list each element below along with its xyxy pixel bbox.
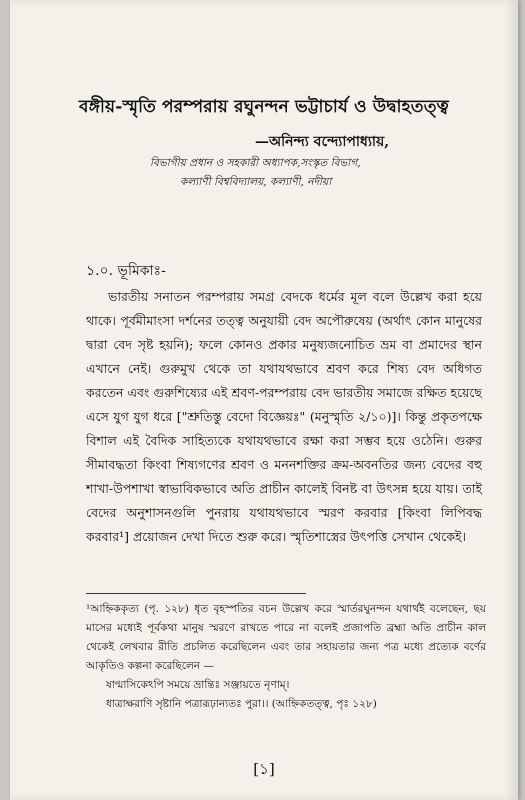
footnotes <box>86 600 486 714</box>
author-name: —অনিন্দ্য বন্দ্যোপাধ্যায়, <box>255 134 390 150</box>
author-affiliation-line-1: বিভাগীয় প্রধান ও সহকারী অধ্যাপক,সংস্কৃত বিভাগ, <box>150 157 361 169</box>
footnote-verse-line-1: ষাণ্মাসিকেঽপি সময়ে ভ্রান্তিঃ সঞ্জায়তে নৃণাম্। <box>106 679 290 691</box>
page-number: [১] <box>253 760 275 778</box>
book-page <box>10 0 518 800</box>
footnote-text: ¹আহ্নিককৃত্য (পৃ. ১২৮) ধৃত বৃহস্পতির বচন উল্লেখ করে স্মার্তরঘুনন্দন যথার্থই বলেছেন, ছয় মাসের মধ্যেই পূর্বকথা মানুষ স্মরণে রাখতে পারে না বলেই প্রজাপতি ব্রহ্মা অতি প্রাচীন কাল থেকেই লেখবার রীতি প্রচলিত করেছিলেন এবং তার সহায়তার জন্য পত্র মধ্যে প্রত্যেক বর্ণের আকৃতিও কল্পনা করেছিলেন — <box>86 603 486 672</box>
section-heading: ১.০. ভূমিকাঃ- <box>86 263 166 279</box>
footnote-divider <box>86 593 306 594</box>
footnote-verse-line-2: ধাত্রাক্ষরাণি সৃষ্টানি পত্রারূঢ়ান্যতঃ পুরা।। (আহ্নিকতত্ত্ব, পৃঃ ১২৮) <box>106 698 377 710</box>
body-text <box>86 285 482 549</box>
author-affiliation-line-2: কল্যাণী বিশ্ববিদ্যালয়, কল্যাণী, নদীয়া <box>180 176 332 188</box>
article-title: বঙ্গীয়-স্মৃতি পরম্পরায় রঘুনন্দন ভট্টাচার্য ও উদ্বাহতত্ত্ব <box>79 97 449 117</box>
body-paragraph: ভারতীয় সনাতন পরম্পরায় সমগ্র বেদকে ধর্মের মূল বলে উল্লেখ করা হয়ে থাকে। পূর্বমীমাংসা দর্শনের তত্ত্ব অনুযায়ী বেদ অপৌরুষেয় (অর্থাৎ কোন মানুষের দ্বারা বেদ সৃষ্ট হয়নি); ফলে কোনও প্রকার মনুষ্যজনোচিত ভ্রম বা প্রমাদের স্থান এখানে নেই। গুরুমুখ থেকে তা যথাযথভাবে শ্রবণ করে শিষ্য বেদ অধিগত করতেন এবং গুরুশিষ্যের এই শ্রবণ-পরম্পরায় বেদ ভারতীয় সমাজে রক্ষিত হয়েছে এসে যুগ যুগ ধরে ["শ্রুতিস্তু বেদো বিজ্ঞেয়ঃ" (মনুস্মৃতি ২/১০)]। কিন্তু প্রকৃতপক্ষে বিশাল এই বৈদিক সাহিত্যকে যথাযথভাবে রক্ষা করা সম্ভব হয়ে ওঠেনি। গুরুর সীমাবদ্ধতা কিংবা শিষ্যগণের শ্রবণ ও মননশক্তির ক্রম-অবনতির জন্য বেদের বহু শাখা-উপশাখা স্বাভাবিকভাবে অতি প্রাচীন কালেই বিনষ্ট বা উৎসন্ন হয়ে যায়। তাই বেদের অনুশাসনগুলি পুনরায় যথাযথভাবে স্মরণ করবার [কিংবা লিপিবদ্ধ করবার¹] প্রয়োজন দেখা দিতে শুরু করে। স্মৃতিশাস্ত্রের উৎপত্তি সেখান থেকেই। <box>86 289 482 544</box>
